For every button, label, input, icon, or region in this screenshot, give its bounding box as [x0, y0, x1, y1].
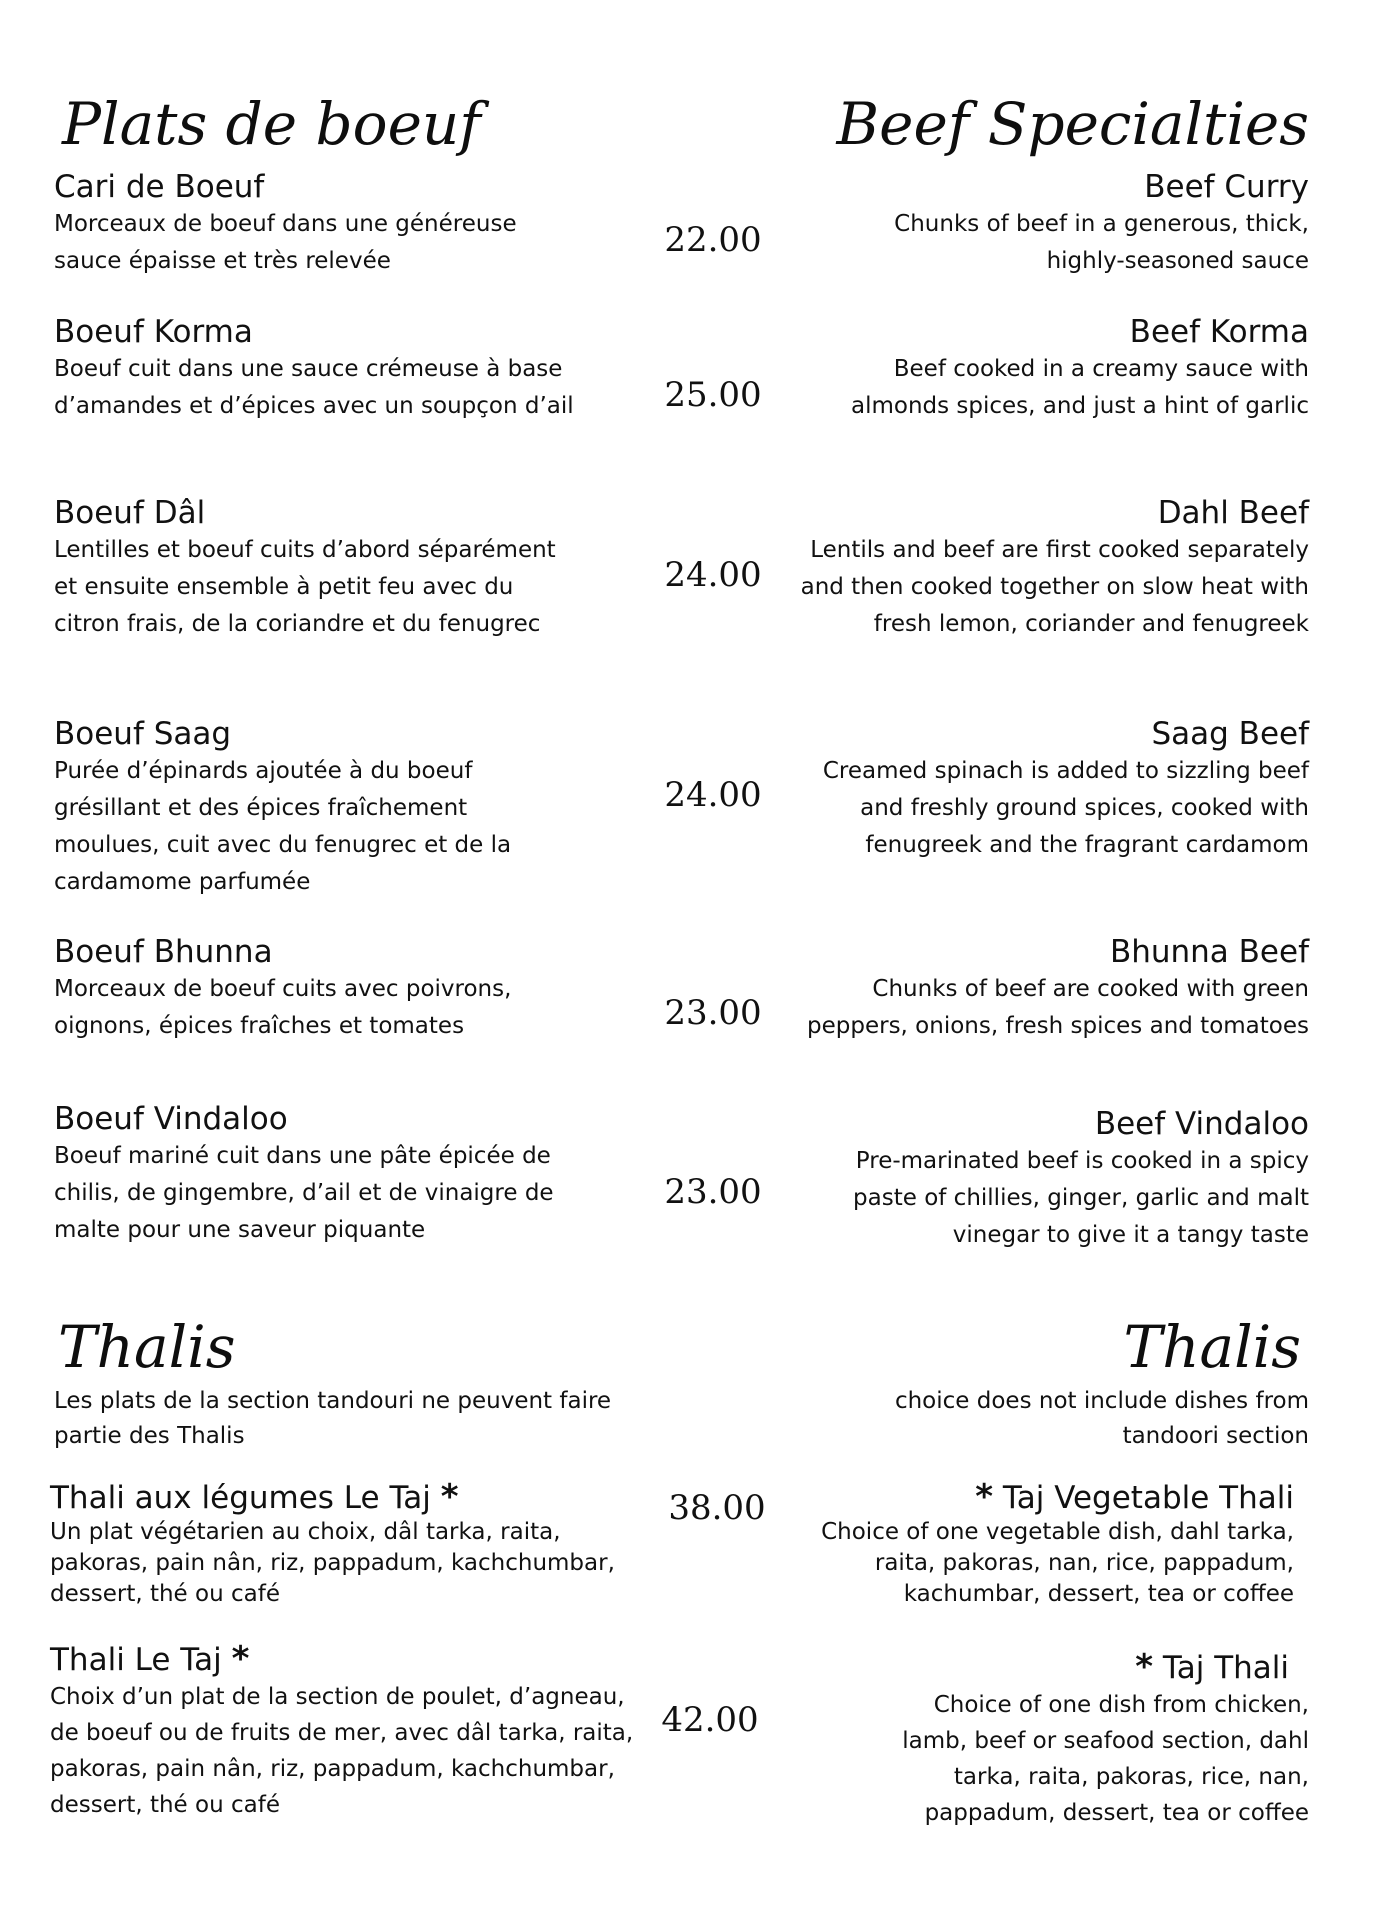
item-title-fr: Boeuf Dâl [54, 495, 206, 531]
item-title-fr [50, 1640, 670, 1679]
menu-item-en [689, 494, 1309, 643]
menu-item-fr [54, 1100, 644, 1249]
menu-item-en [689, 1105, 1309, 1254]
item-title-en [689, 1648, 1289, 1687]
menu-item-en [689, 933, 1309, 1045]
thali-item-en [689, 1648, 1309, 1831]
menu-item-fr [54, 715, 644, 901]
thali-item-fr [50, 1478, 650, 1610]
heading-thalis-en: Thalis [1123, 1313, 1301, 1381]
thali-item-en [674, 1478, 1294, 1610]
thali-item-fr [50, 1640, 670, 1823]
item-title-fr: Boeuf Bhunna [54, 934, 273, 970]
asterisk-icon: * [975, 1477, 994, 1517]
heading-thalis-fr: Thalis [58, 1313, 236, 1381]
menu-item-fr [54, 933, 644, 1045]
asterisk-icon: * [440, 1477, 459, 1517]
menu-item-en [689, 168, 1309, 280]
thali-title-en-text: Taj Vegetable Thali [1002, 1480, 1294, 1516]
item-desc-fr: Morceaux de boeuf cuits avec poivrons, oignons, épices fraîches et tomates [54, 976, 512, 1039]
item-title-fr: Cari de Boeuf [54, 169, 265, 205]
heading-beef-en: Beef Specialties [836, 90, 1309, 158]
thalis-note-fr: Les plats de la section tandouri ne peuvent faire partie des Thalis [54, 1388, 612, 1449]
thalis-note-en-block [689, 1384, 1309, 1454]
menu-item-fr [54, 494, 644, 643]
item-title-en: Beef Korma [1129, 314, 1309, 350]
item-desc-en: Pre-marinated beef is cooked in a spicy paste of chillies, ginger, garlic and malt vinegar to give it a tangy taste [853, 1148, 1309, 1248]
item-desc-en: Chunks of beef in a generous, thick, highly-seasoned sauce [894, 211, 1309, 274]
item-desc-fr: Purée d’épinards ajoutée à du boeuf grésillant et des épices fraîchement moulues, cuit avec du fenugrec et de la cardamome parfumée [54, 758, 512, 895]
item-desc-en: Chunks of beef are cooked with green peppers, onions, fresh spices and tomatoes [807, 976, 1309, 1039]
item-price: 42.00 [661, 1700, 759, 1740]
thalis-note-fr-block [54, 1384, 644, 1454]
menu-item-en [689, 313, 1309, 425]
item-price: 25.00 [664, 375, 762, 415]
item-desc-en: Beef cooked in a creamy sauce with almonds spices, and just a hint of garlic [850, 356, 1309, 419]
item-title-en: Dahl Beef [1157, 495, 1309, 531]
asterisk-icon: * [1135, 1647, 1154, 1687]
item-desc-en: Choice of one dish from chicken, lamb, beef or seafood section, dahl tarka, raita, pakoras, rice, nan, pappadum, dessert, tea or coffee [902, 1692, 1309, 1826]
thali-title-fr-text: Thali Le Taj [50, 1642, 222, 1678]
item-desc-fr: Boeuf cuit dans une sauce crémeuse à base d’amandes et d’épices avec un soupçon d’ail [54, 356, 574, 419]
item-desc-fr: Choix d’un plat de la section de poulet, d’agneau, de boeuf ou de fruits de mer, avec dâl tarka, raita, pakoras, pain nân, riz, pappadum, kachchumbar, dessert, thé ou café [50, 1684, 634, 1818]
item-title-fr [50, 1478, 650, 1517]
thalis-note-en: choice does not include dishes from tandoori section [894, 1388, 1309, 1449]
thali-title-fr-text: Thali aux légumes Le Taj [50, 1480, 431, 1516]
item-title-en: Bhunna Beef [1109, 934, 1309, 970]
item-price: 23.00 [664, 1172, 762, 1212]
item-price: 22.00 [664, 220, 762, 260]
menu-item-fr [54, 313, 644, 425]
item-desc-fr: Morceaux de boeuf dans une généreuse sauce épaisse et très relevée [54, 211, 517, 274]
thali-title-en-text: Taj Thali [1162, 1650, 1289, 1686]
item-desc-en: Lentils and beef are first cooked separately and then cooked together on slow heat with fresh lemon, coriander and fenugreek [800, 537, 1309, 637]
heading-beef-fr: Plats de boeuf [62, 90, 481, 158]
item-title-en [674, 1478, 1294, 1517]
item-desc-fr: Boeuf mariné cuit dans une pâte épicée de chilis, de gingembre, d’ail et de vinaigre de malte pour une saveur piquante [54, 1143, 554, 1243]
item-title-fr: Boeuf Saag [54, 716, 232, 752]
item-price: 23.00 [664, 993, 762, 1033]
item-desc-fr: Un plat végétarien au choix, dâl tarka, raita, pakoras, pain nân, riz, pappadum, kachchumbar, dessert, thé ou café [50, 1519, 615, 1607]
item-title-fr: Boeuf Korma [54, 314, 253, 350]
item-desc-en: Choice of one vegetable dish, dahl tarka, raita, pakoras, nan, rice, pappadum, kachumbar, dessert, tea or coffee [821, 1519, 1294, 1607]
item-price: 38.00 [668, 1488, 766, 1528]
item-price: 24.00 [664, 555, 762, 595]
menu-item-fr [54, 168, 644, 280]
asterisk-icon: * [231, 1639, 250, 1679]
item-price: 24.00 [664, 775, 762, 815]
item-title-en: Beef Vindaloo [1094, 1106, 1309, 1142]
menu-item-en [689, 715, 1309, 864]
item-title-fr: Boeuf Vindaloo [54, 1101, 288, 1137]
item-title-en: Saag Beef [1151, 716, 1309, 752]
item-title-en: Beef Curry [1144, 169, 1309, 205]
item-desc-en: Creamed spinach is added to sizzling beef and freshly ground spices, cooked with fenugreek and the fragrant cardamom [822, 758, 1309, 858]
item-desc-fr: Lentilles et boeuf cuits d’abord séparément et ensuite ensemble à petit feu avec du citron frais, de la coriandre et du fenugrec [54, 537, 556, 637]
